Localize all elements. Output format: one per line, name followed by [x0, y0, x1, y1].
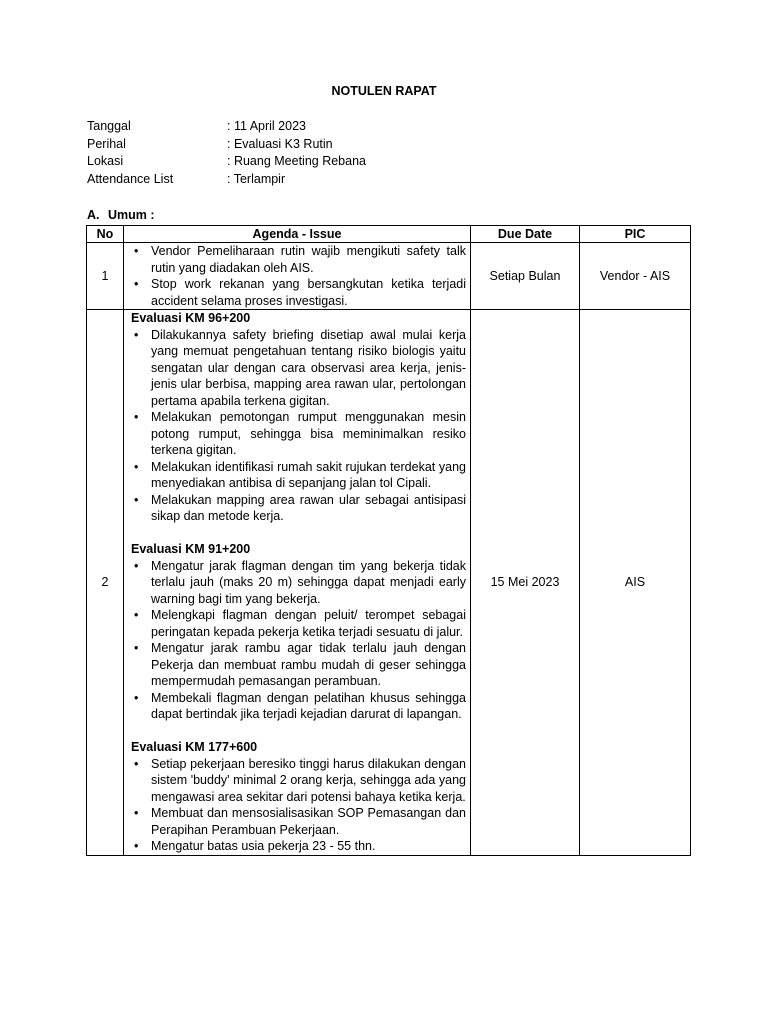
meta-value: : Ruang Meeting Rebana	[227, 154, 366, 169]
list-item	[131, 327, 466, 410]
list-item-text: Mengatur jarak rambu agar tidak terlalu jauh dengan Pekerja dan membuat rambu mudah di geser sehingga mempermudah pemasangan perambuan.	[151, 641, 466, 688]
bullet-icon: •	[134, 492, 139, 507]
list-item-text: Setiap pekerjaan beresiko tinggi harus dilakukan dengan sistem 'buddy' minimal 2 orang kerja, sehingga ada yang mengawasi area sekitar dari potensi bahaya ketika kerja.	[151, 756, 466, 804]
bullet-icon: •	[134, 459, 139, 474]
meta-row-location	[87, 153, 366, 171]
meta-value: : Evaluasi K3 Rutin	[227, 136, 333, 151]
table-header-row	[87, 226, 691, 243]
bullet-icon: •	[134, 410, 139, 424]
list-item-text: Dilakukannya safety briefing disetiap awal mulai kerja yang memuat pengetahuan tentang risiko biologis yaitu sengatan ular dengan cara observasi area kerja, jenis-jenis ular berbisa, mapping area rawan ular, pertolongan pertama apabila terkena gigitan.	[151, 327, 466, 408]
header-agenda: Agenda - Issue	[124, 226, 471, 243]
document-title: NOTULEN RAPAT	[331, 84, 437, 98]
row-number: 1	[87, 243, 124, 310]
list-item	[131, 558, 466, 608]
bullet-list	[131, 243, 466, 309]
spacer	[131, 723, 466, 740]
agenda-cell	[124, 310, 471, 856]
meeting-info	[87, 118, 366, 189]
section-heading	[87, 207, 155, 223]
meta-row-attendance	[87, 171, 366, 189]
meta-label: Attendance List	[87, 172, 174, 187]
agenda-table	[86, 225, 691, 856]
bullet-icon: •	[134, 277, 139, 291]
header-no: No	[87, 226, 124, 243]
subsection-heading: Evaluasi KM 177+600	[131, 740, 258, 754]
pic: AIS	[580, 310, 691, 856]
row-number: 2	[87, 310, 124, 856]
list-item	[131, 690, 466, 723]
list-item-text: Melakukan identifikasi rumah sakit rujukan terdekat yang menyediakan antibisa di sepanjang jalan tol Cipali.	[151, 459, 466, 490]
bullet-icon: •	[134, 690, 139, 705]
list-item-text: Vendor Pemeliharaan rutin wajib mengikuti safety talk rutin yang diadakan oleh AIS.	[151, 244, 466, 275]
bullet-icon: •	[134, 327, 139, 342]
list-item	[131, 459, 466, 492]
list-item	[131, 607, 466, 640]
due-date: Setiap Bulan	[471, 243, 580, 310]
spacer	[131, 525, 466, 542]
bullet-list	[131, 327, 466, 525]
bullet-icon: •	[134, 756, 139, 771]
bullet-list	[131, 558, 466, 723]
list-item	[131, 805, 466, 838]
list-item-text: Stop work rekanan yang bersangkutan ketika terjadi accident selama proses investigasi.	[151, 277, 466, 308]
list-item	[131, 756, 466, 806]
list-item-text: Melengkapi flagman dengan peluit/ terompet sebagai peringatan kepada pekerja ketika terjadi sesuatu di jalur.	[151, 608, 466, 639]
meta-label: Tanggal	[87, 119, 131, 133]
list-item-text: Mengatur batas usia pekerja 23 - 55 thn.	[151, 839, 376, 853]
due-date: 15 Mei 2023	[471, 310, 580, 856]
list-item-text: Membekali flagman dengan pelatihan khusus sehingga dapat bertindak jika terjadi kejadian darurat di lapangan.	[151, 690, 466, 721]
bullet-icon: •	[134, 608, 139, 622]
list-item	[131, 492, 466, 525]
header-pic: PIC	[580, 226, 691, 243]
meta-value: : 11 April 2023	[227, 119, 306, 133]
bullet-icon: •	[134, 244, 139, 258]
list-item-text: Melakukan mapping area rawan ular sebagai antisipasi sikap dan metode kerja.	[151, 492, 466, 523]
agenda-cell	[124, 243, 471, 310]
meta-row-date	[87, 118, 366, 136]
list-item	[131, 409, 466, 459]
list-item	[131, 276, 466, 309]
list-item	[131, 243, 466, 276]
subsection-heading: Evaluasi KM 96+200	[131, 311, 251, 325]
table-row	[87, 243, 691, 310]
meta-row-subject	[87, 136, 366, 154]
list-item-text: Melakukan pemotongan rumput menggunakan mesin potong rumput, sehingga bisa meminimalkan resiko terkena gigitan.	[151, 410, 466, 457]
list-item-text: Membuat dan mensosialisasikan SOP Pemasangan dan Perapihan Perambuan Pekerjaan.	[151, 806, 466, 837]
meta-label: Lokasi	[87, 154, 124, 169]
bullet-icon: •	[134, 806, 139, 820]
meta-value: : Terlampir	[227, 172, 286, 187]
section-letter: A.	[87, 208, 100, 222]
bullet-icon: •	[134, 641, 139, 655]
list-item-text: Mengatur jarak flagman dengan tim yang bekerja tidak terlalu jauh (maks 20 m) sehingga dapat menjadi early warning bagi tim yang bekerja.	[151, 558, 466, 606]
bullet-icon: •	[134, 839, 139, 853]
subsection-heading: Evaluasi KM 91+200	[131, 542, 251, 556]
table-row	[87, 310, 691, 856]
pic: Vendor - AIS	[580, 243, 691, 310]
list-item	[131, 838, 466, 855]
bullet-icon: •	[134, 558, 139, 573]
bullet-list	[131, 756, 466, 855]
header-due-date: Due Date	[471, 226, 580, 243]
list-item	[131, 640, 466, 690]
section-label: Umum :	[108, 208, 155, 222]
meta-label: Perihal	[87, 136, 126, 151]
